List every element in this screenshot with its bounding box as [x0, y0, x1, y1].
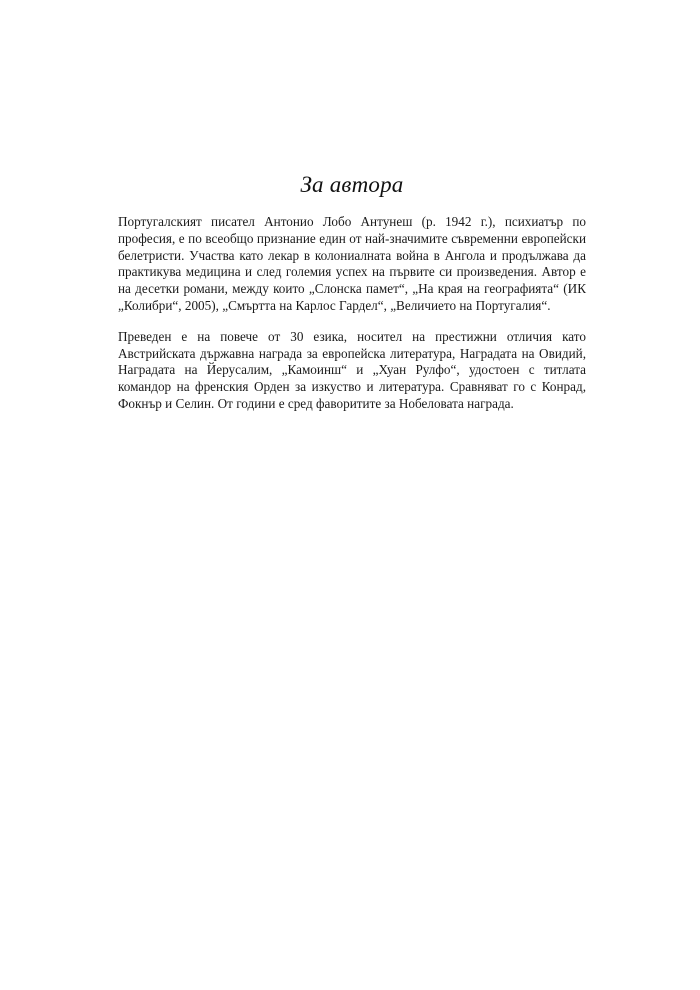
- page-content: [118, 172, 586, 427]
- page-title: За автора: [300, 172, 404, 197]
- paragraph-biography: Португалският писател Антонио Лобо Антунеш (р. 1942 г.), психиатър по професия, е по всеобщо признание един от най-значимите съвременни европейски белетристи. Участва като лекар в колониалната война в Ангола и продължава да практикува медицина и след големия успех на първите си произведения. Автор е на десетки романи, между които „Слонска памет“, „На края на географията“ (ИК „Колибри“, 2005), „Смъртта на Карлос Гардел“, „Величието на Португалия“.: [118, 214, 586, 313]
- paragraph-awards: Преведен е на повече от 30 езика, носител на престижни отличия като Австрийската държавна награда за европейска литература, Наградата на Овидий, Наградата на Йерусалим, „Камоинш“ и „Хуан Рулфо“, удостоен с титлата командор на френския Орден за изкуство и литература. Сравняват го с Конрад, Фокнър и Селин. От години е сред фаворитите за Нобеловата награда.: [118, 328, 586, 411]
